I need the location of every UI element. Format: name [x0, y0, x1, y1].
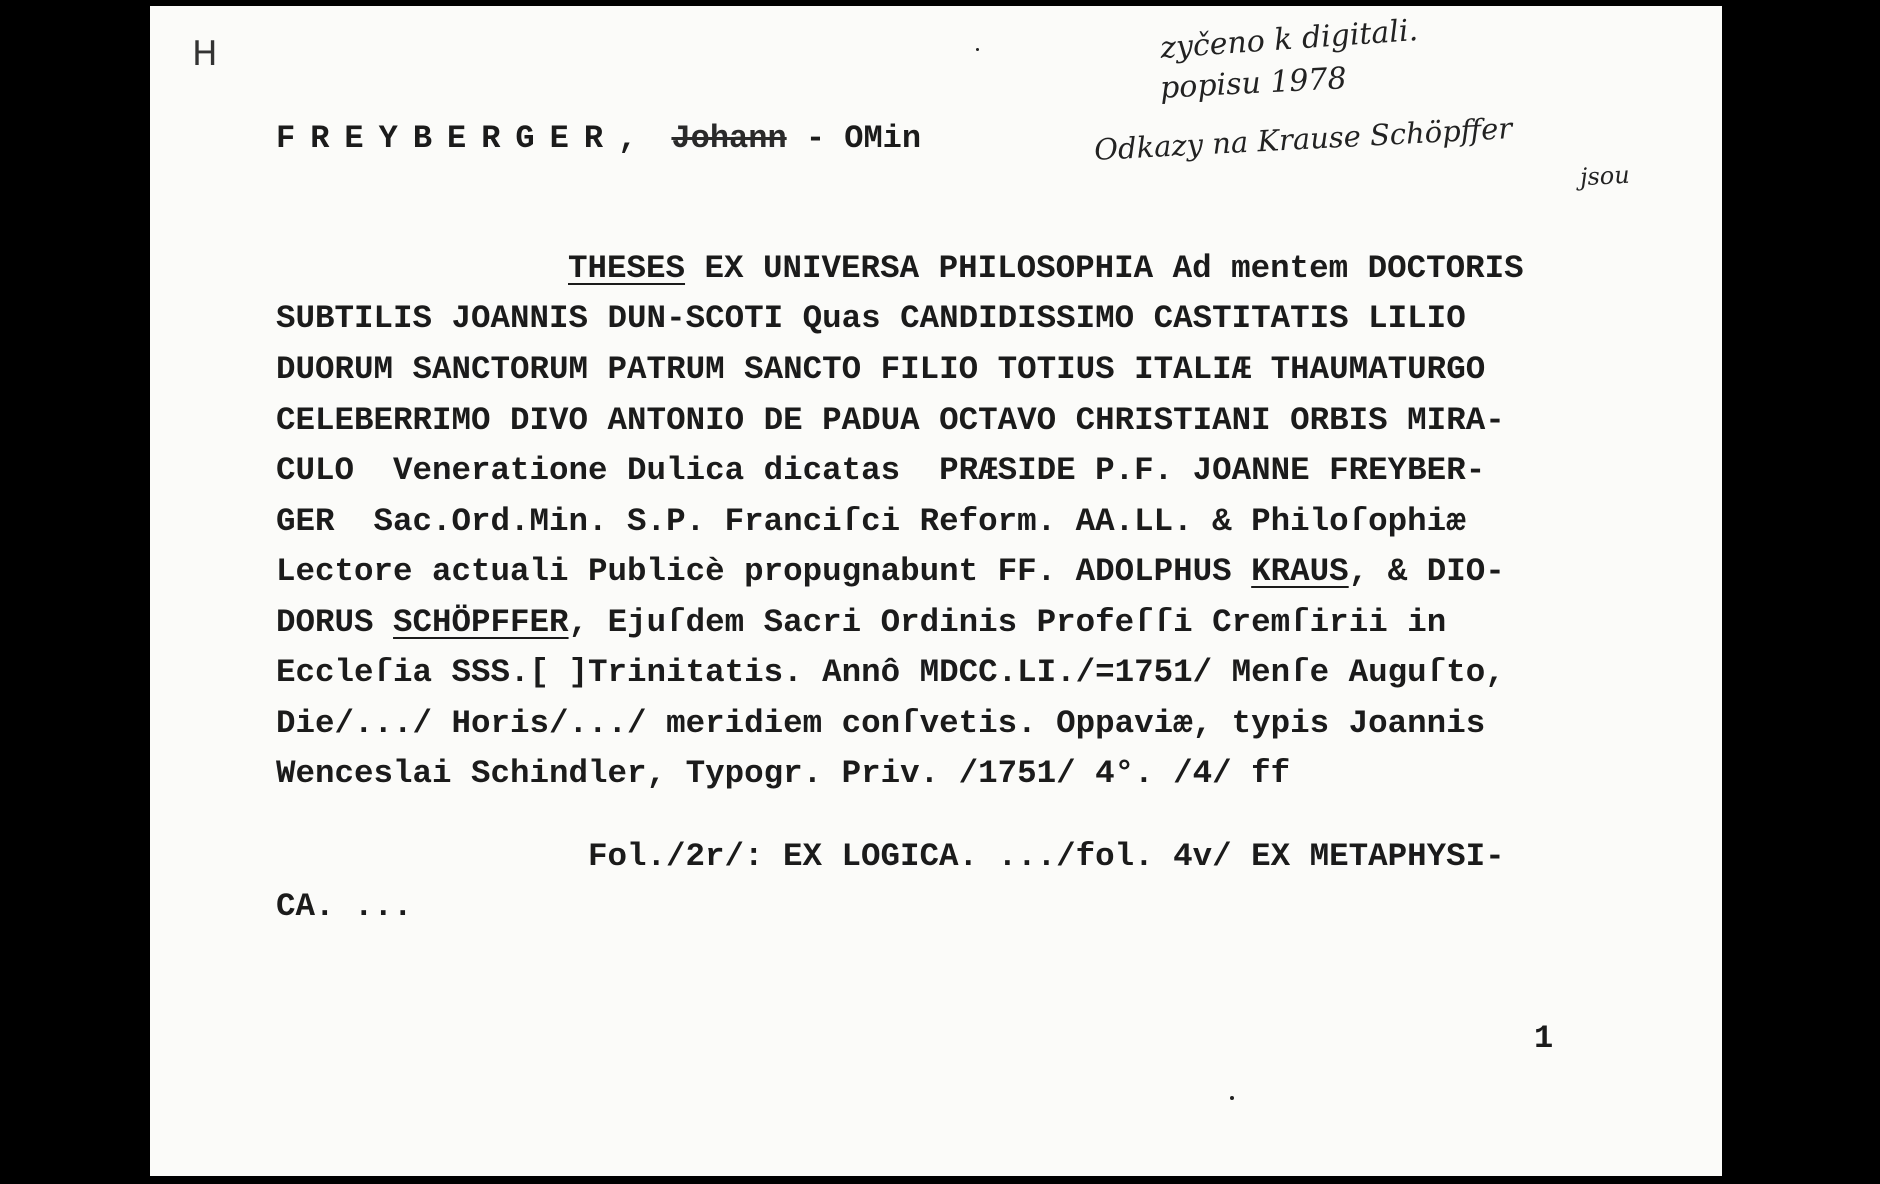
folio-note-line-2: CA. ...	[276, 888, 413, 925]
body-line-5: CULO Veneratione Dulica dicatas PRÆSIDE P.F. JOANNE FREYBER-	[276, 452, 1486, 489]
body-line-10: Die/.../ Horis/.../ meridiem conſvetis. Oppaviæ, typis Joannis	[276, 705, 1486, 742]
body-line-7: Lectore actuali Publicè propugnabunt FF. ADOLPHUS KRAUS, & DIO-	[276, 553, 1505, 590]
handwritten-note-2: popisu 1978	[1159, 61, 1348, 106]
corner-mark: H	[192, 34, 218, 74]
handwritten-note-3: Odkazy na Krause Schöpffer	[1093, 111, 1514, 167]
scan-speck	[1230, 1096, 1234, 1100]
handwritten-note-1: zyčeno k digitali.	[1159, 13, 1420, 66]
body-line-8: DORUS SCHÖPFFER, Ejuſdem Sacri Ordinis Profeſſi Cremſirii in	[276, 604, 1447, 641]
scan-speck	[976, 48, 979, 51]
underlined-word: KRAUS	[1251, 553, 1349, 590]
body-line-3: DUORUM SANCTORUM PATRUM SANCTO FILIO TOTIUS ITALIÆ THAUMATURGO	[276, 351, 1486, 388]
body-line-6: GER Sac.Ord.Min. S.P. Franciſci Reform. AA.LL. & Philoſophiæ	[276, 503, 1466, 540]
body-line-11: Wenceslai Schindler, Typogr. Priv. /1751/ 4°. /4/ ff	[276, 755, 1291, 792]
body-line-9: Eccleſia SSS.[ ]Trinitatis. Annô MDCC.LI./=1751/ Menſe Auguſto,	[276, 654, 1505, 691]
folio-note-line-1: Fol./2r/: EX LOGICA. .../fol. 4v/ EX METAPHYSI-	[588, 838, 1505, 875]
author-given-name-struck: Johann	[671, 120, 787, 157]
underlined-word: THESES	[568, 250, 686, 287]
body-line-4: CELEBERRIMO DIVO ANTONIO DE PADUA OCTAVO CHRISTIANI ORBIS MIRA-	[276, 402, 1505, 439]
underlined-word: SCHÖPFFER	[393, 604, 569, 641]
body-line-1: THESES EX UNIVERSA PHILOSOPHIA Ad mentem DOCTORIS	[568, 250, 1524, 287]
author-surname: FREYBERGER,	[276, 120, 653, 157]
catalog-card	[150, 6, 1722, 1176]
card-header	[276, 120, 921, 157]
handwritten-note-4: jsou	[1579, 160, 1631, 192]
author-order: - OMin	[786, 120, 922, 157]
page-number: 1	[1534, 1020, 1554, 1057]
body-line-2: SUBTILIS JOANNIS DUN-SCOTI Quas CANDIDISSIMO CASTITATIS LILIO	[276, 300, 1466, 337]
